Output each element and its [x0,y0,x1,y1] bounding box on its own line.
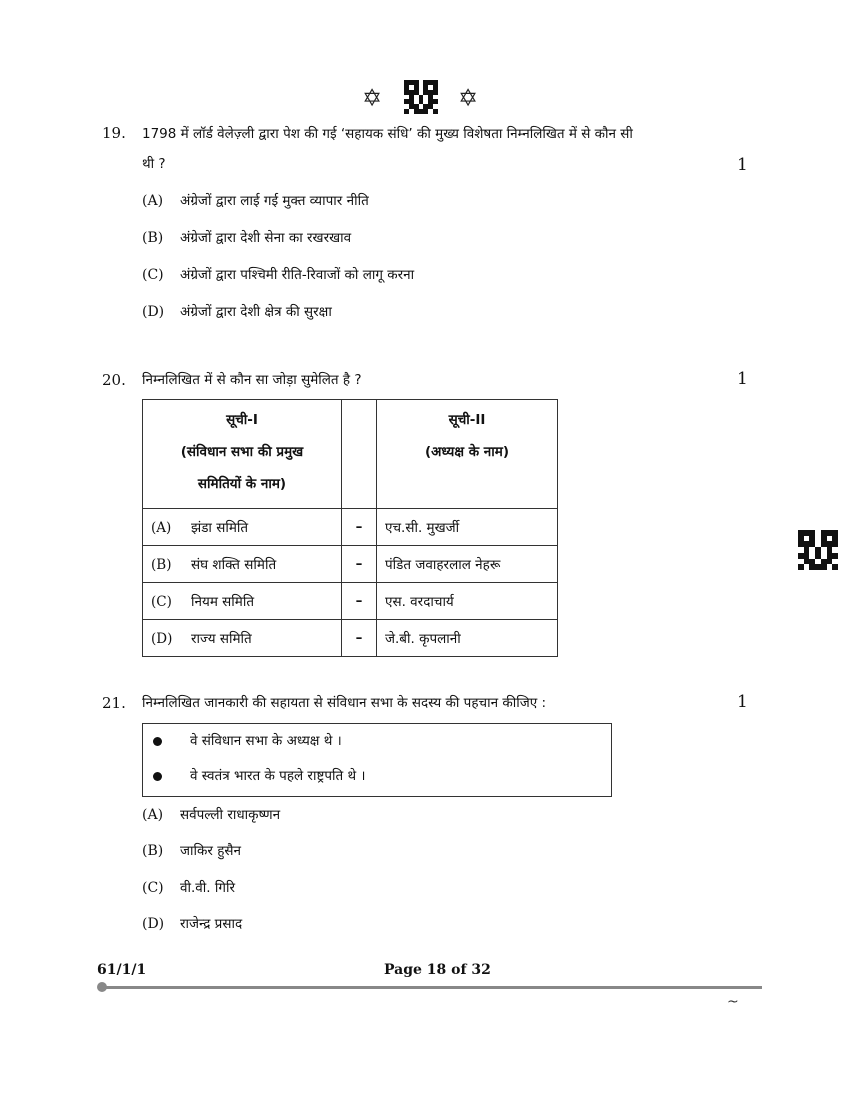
q19-text-line1: 1798 में लॉर्ड वेलेज़्ली द्वारा पेश की गई ‘सहायक संधि’ की मुख्य विशेषता निम्नलिखित में से कौन सी [142,126,633,142]
table-cell-committee [143,546,342,583]
footer-rule [102,986,762,989]
q19-option-c-label: (C) [142,267,164,283]
table-cell-dash: – [342,620,377,657]
q21-option-b-label: (B) [142,843,164,859]
q19-option-a [142,191,369,209]
list-2-title: सूची-II [448,412,486,428]
q19-option-c-text: अंग्रेजों द्वारा पश्चिमी रीति-रिवाजों को लागू करना [180,267,415,283]
q19-option-a-label: (A) [142,193,164,209]
qr-code-side [798,530,838,570]
committee-name: नियम समिति [191,594,255,610]
q21-marks: 1 [737,692,748,712]
q19-option-b-label: (B) [142,230,164,246]
table-cell-chair: पंडित जवाहरलाल नेहरू [377,546,558,583]
q21-option-d [142,914,242,932]
table-row [143,620,558,657]
qr-code-header [404,80,438,114]
q19-option-d [142,302,332,320]
matching-table-header [143,400,558,509]
q21-option-a [142,805,280,823]
corner-mark: ~ [727,994,739,1010]
q19-marks: 1 [737,155,748,175]
q20-marks: 1 [737,369,748,389]
clue-text: वे स्वतंत्र भारत के पहले राष्ट्रपति थे । [190,768,366,784]
committee-name: झंडा समिति [191,520,249,536]
q21-option-a-label: (A) [142,807,164,823]
q21-option-b [142,841,241,859]
row-label: (C) [151,594,172,610]
q21-option-a-text: सर्वपल्ली राधाकृष्णन [180,807,281,823]
q21-text: निम्नलिखित जानकारी की सहायता से संविधान सभा के सदस्य की पहचान कीजिए : [142,695,547,711]
paper-code: 61/1/1 [97,962,147,978]
star-of-david-icon-right: ✡ [458,84,479,112]
star-of-david-icon-left: ✡ [362,84,383,112]
table-cell-dash: – [342,509,377,546]
row-label: (A) [151,520,172,536]
clue-item [153,731,342,749]
list-1-subtitle-1: (संविधान सभा की प्रमुख [180,444,304,460]
table-row [143,509,558,546]
q20-text: निम्नलिखित में से कौन सा जोड़ा सुमेलित है ? [142,372,362,388]
clue-box [142,723,612,797]
table-cell-dash: – [342,546,377,583]
table-cell-committee [143,583,342,620]
q21-number: 21. [102,694,126,712]
q19-option-d-text: अंग्रेजों द्वारा देशी क्षेत्र की सुरक्षा [180,304,332,320]
q20-number: 20. [102,371,126,389]
committee-name: राज्य समिति [191,631,252,647]
bullet-icon [153,737,162,746]
q19-text-line2: थी ? [142,156,166,172]
committee-name: संघ शक्ति समिति [191,557,277,573]
table-row [143,546,558,583]
row-label: (D) [151,631,173,647]
table-cell-committee [143,509,342,546]
q21-option-c [142,878,235,896]
list-2-subtitle: (अध्यक्ष के नाम) [424,444,510,460]
table-cell-chair: जे.बी. कृपलानी [377,620,558,657]
list-1-subtitle-2: समितियों के नाम) [197,476,287,492]
table-cell-committee [143,620,342,657]
q21-option-c-text: वी.वी. गिरि [180,880,235,896]
page-number: Page 18 of 32 [384,962,491,978]
q21-option-b-text: जाकिर हुसैन [180,843,241,859]
table-row [143,583,558,620]
q19-option-b-text: अंग्रेजों द्वारा देशी सेना का रखरखाव [180,230,352,246]
list-1-header [143,400,342,509]
clue-text: वे संविधान सभा के अध्यक्ष थे । [190,733,342,749]
table-cell-chair: एस. वरदाचार्य [377,583,558,620]
q19-option-b [142,228,351,246]
table-cell-dash: – [342,583,377,620]
bullet-icon [153,772,162,781]
list-2-header [377,400,558,509]
q21-option-c-label: (C) [142,880,164,896]
q19-option-d-label: (D) [142,304,165,320]
q21-option-d-label: (D) [142,916,165,932]
q19-option-a-text: अंग्रेजों द्वारा लाई गई मुक्त व्यापार नीति [180,193,369,209]
dash-column-header [342,400,377,509]
clue-item [153,766,366,784]
list-1-title: सूची-I [226,412,258,428]
q19-number: 19. [102,124,126,142]
matching-table [142,399,558,657]
q21-option-d-text: राजेन्द्र प्रसाद [180,916,243,932]
q19-option-c [142,265,414,283]
row-label: (B) [151,557,172,573]
table-cell-chair: एच.सी. मुखर्जी [377,509,558,546]
